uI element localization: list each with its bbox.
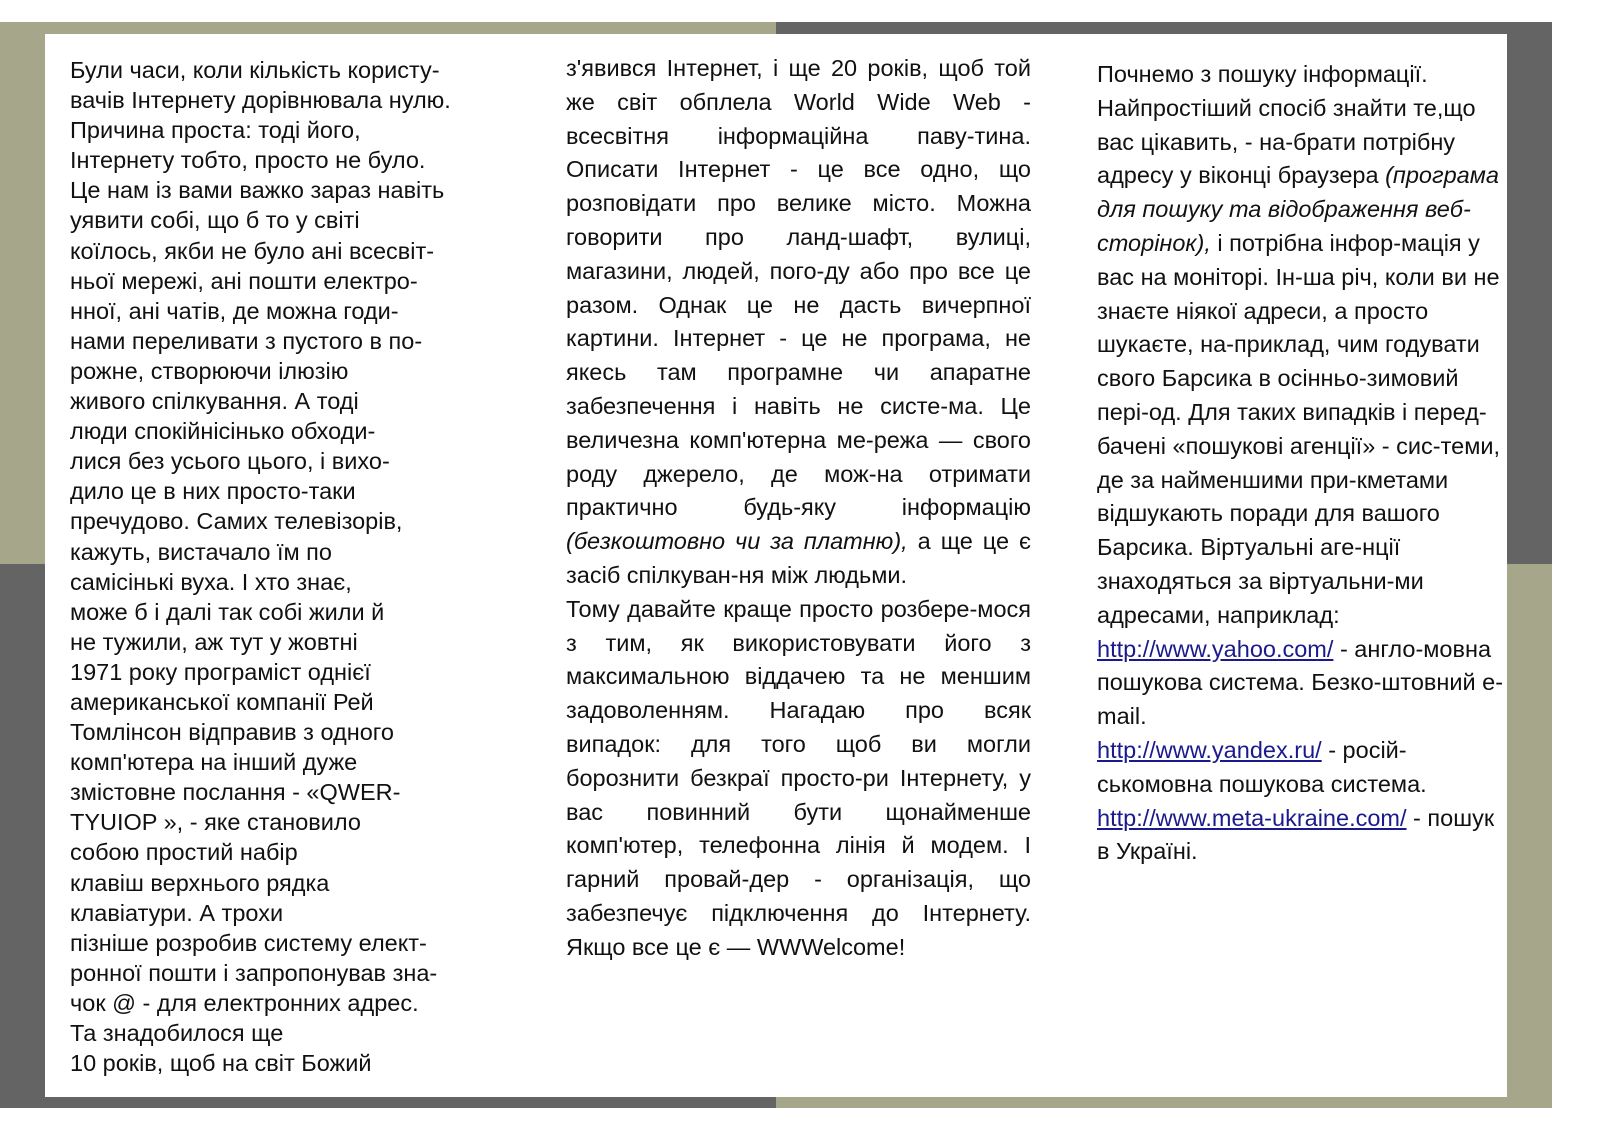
column-1-line: нами переливати з пустого в по- [70,327,423,354]
column-1-line: TYUIOP », - яке становило [70,809,361,836]
column-1-line: самісінькі вуха. І хто знає, [70,568,352,595]
yandex-link-description: - росій-ськомовна пошукова система. [1097,736,1427,797]
column-1-line: Це нам із вами важко зараз навіть [70,177,445,204]
column-1-line: рожне, створюючи ілюзію [70,357,349,384]
column-1-line: може б і далі так собі жили й [70,598,385,625]
column-1-line: Причина проста: тоді його, [70,117,361,144]
yahoo-link-description: - англо-мовна пошукова система. Безко-штовний e-mail. [1097,635,1504,730]
column-1-line: американської компанії Рей [70,688,374,715]
text-column-3 [1097,58,1509,869]
column-1-line: ньої мережі, ані пошти електро- [70,267,418,294]
column-1-line: нної, ані чатів, де можна годи- [70,297,399,324]
column-1-line: 1971 року програміст однієї [70,658,371,685]
column-1-line: собою простий набір [70,839,298,866]
column-1-line: Інтернету тобто, просто не було. [70,147,426,174]
column-1-line: лися без усього цього, і вихо- [70,448,390,475]
column-1-line: Томлінсон відправив з одного [70,719,394,746]
column-2-paragraph-1: з'явився Інтернет, і ще 20 років, щоб той же світ обплела World Wide Web - всесвітня інформаційна паву-тина. Описати Інтернет - це все одно, що розповідати про велике місто. Можна говорити про ланд-шафт, вулиці, магазини, людей, пого-ду або про все це разом. Однак це не дасть вичерпної картини. Інтернет - це не програма, не якесь там програмне чи апаратне забезпечення і навіть не систе-ма. Це величезна комп'ютерна ме-режа — свого роду джерело, де мож-на отримати практично будь-яку інформацію (безкоштовно чи за платню), а ще це є засіб спілкуван-ня між людьми. [566,55,1031,588]
column-1-line: кажуть, вистачало їм по [70,538,332,565]
column-2-italic-note: (безкоштовно чи за платню), [566,528,908,555]
column-1-line: чок @ - для електронних адрес. [70,989,419,1016]
column-1-line: пізніше розробив систему елект- [70,929,427,956]
column-3-italic-note: (програма для пошуку та відображення веб-сторінок), [1097,162,1499,256]
column-2-paragraph-2: Тому давайте краще просто розбере-мося з тим, як використовувати його з максимальною віддачею та не меншим задоволенням. Нагадаю про всяк випадок: для того щоб ви могли борознити безкраї просто-ри Інтернету, у вас повинний бути щонайменше комп'ютер, телефонна лінія й модем. І гарний провай-дер - організація, що забезпечує підключення до Інтернету. Якщо все це є — WWWelcome! [566,595,1031,960]
yahoo-link[interactable]: http://www.yahoo.com/ [1097,635,1334,662]
column-1-line: ронної пошти і запропонував зна- [70,959,438,986]
column-1-line: вачів Інтернету дорівнювала нулю. [70,87,451,114]
column-1-line: змістовне послання - «QWER- [70,779,401,806]
column-1-line: клавіатури. А трохи [70,899,284,926]
column-3-paragraph: Почнемо з пошуку інформації. Найпростіший спосіб знайти те,що вас цікавить, - на-брати потрібну адресу у віконці браузера (програма для пошуку та відображення веб-сторінок), і потрібна інфор-мація у вас на моніторі. Ін-ша річ, коли ви не знаєте ніякої адреси, а просто шукаєте, на-приклад, чим годувати свого Барсика в осінньо-зимовий пері-од. Для таких випадків і перед-бачені «пошукові агенції» - сис-теми, де за найменшими при-кметами відшукають поради для вашого Барсика. Віртуальні аге-нції знаходяться за віртуальни-ми адресами, наприклад: [1097,61,1500,628]
column-1-line: уявити собі, що б то у світі [70,207,360,234]
column-1-line: не тужили, аж тут у жовтні [70,628,358,655]
text-column-1 [70,55,500,1078]
column-1-line: коїлось, якби не було ані всесвіт- [70,237,435,264]
column-1-line: живого спілкування. А тоді [70,388,359,415]
column-1-line: Були часи, коли кількість користу- [70,57,440,83]
text-column-2 [566,52,1031,965]
meta-ukraine-link[interactable]: http://www.meta-ukraine.com/ [1097,804,1407,831]
column-1-line: Та знадобилося ще [70,1020,284,1046]
yandex-link[interactable]: http://www.yandex.ru/ [1097,736,1322,763]
column-1-line: комп'ютера на інший дуже [70,749,358,776]
column-1-line: 10 років, щоб на світ Божий [70,1050,372,1077]
column-1-line: клавіш верхнього рядка [70,869,330,896]
meta-ukraine-link-description: - пошук в Україні. [1097,804,1495,865]
column-1-line: люди спокійнісінько обходи- [70,418,376,445]
column-1-line: дило це в них просто-таки [70,478,356,505]
column-1-line: пречудово. Самих телевізорів, [70,508,403,535]
